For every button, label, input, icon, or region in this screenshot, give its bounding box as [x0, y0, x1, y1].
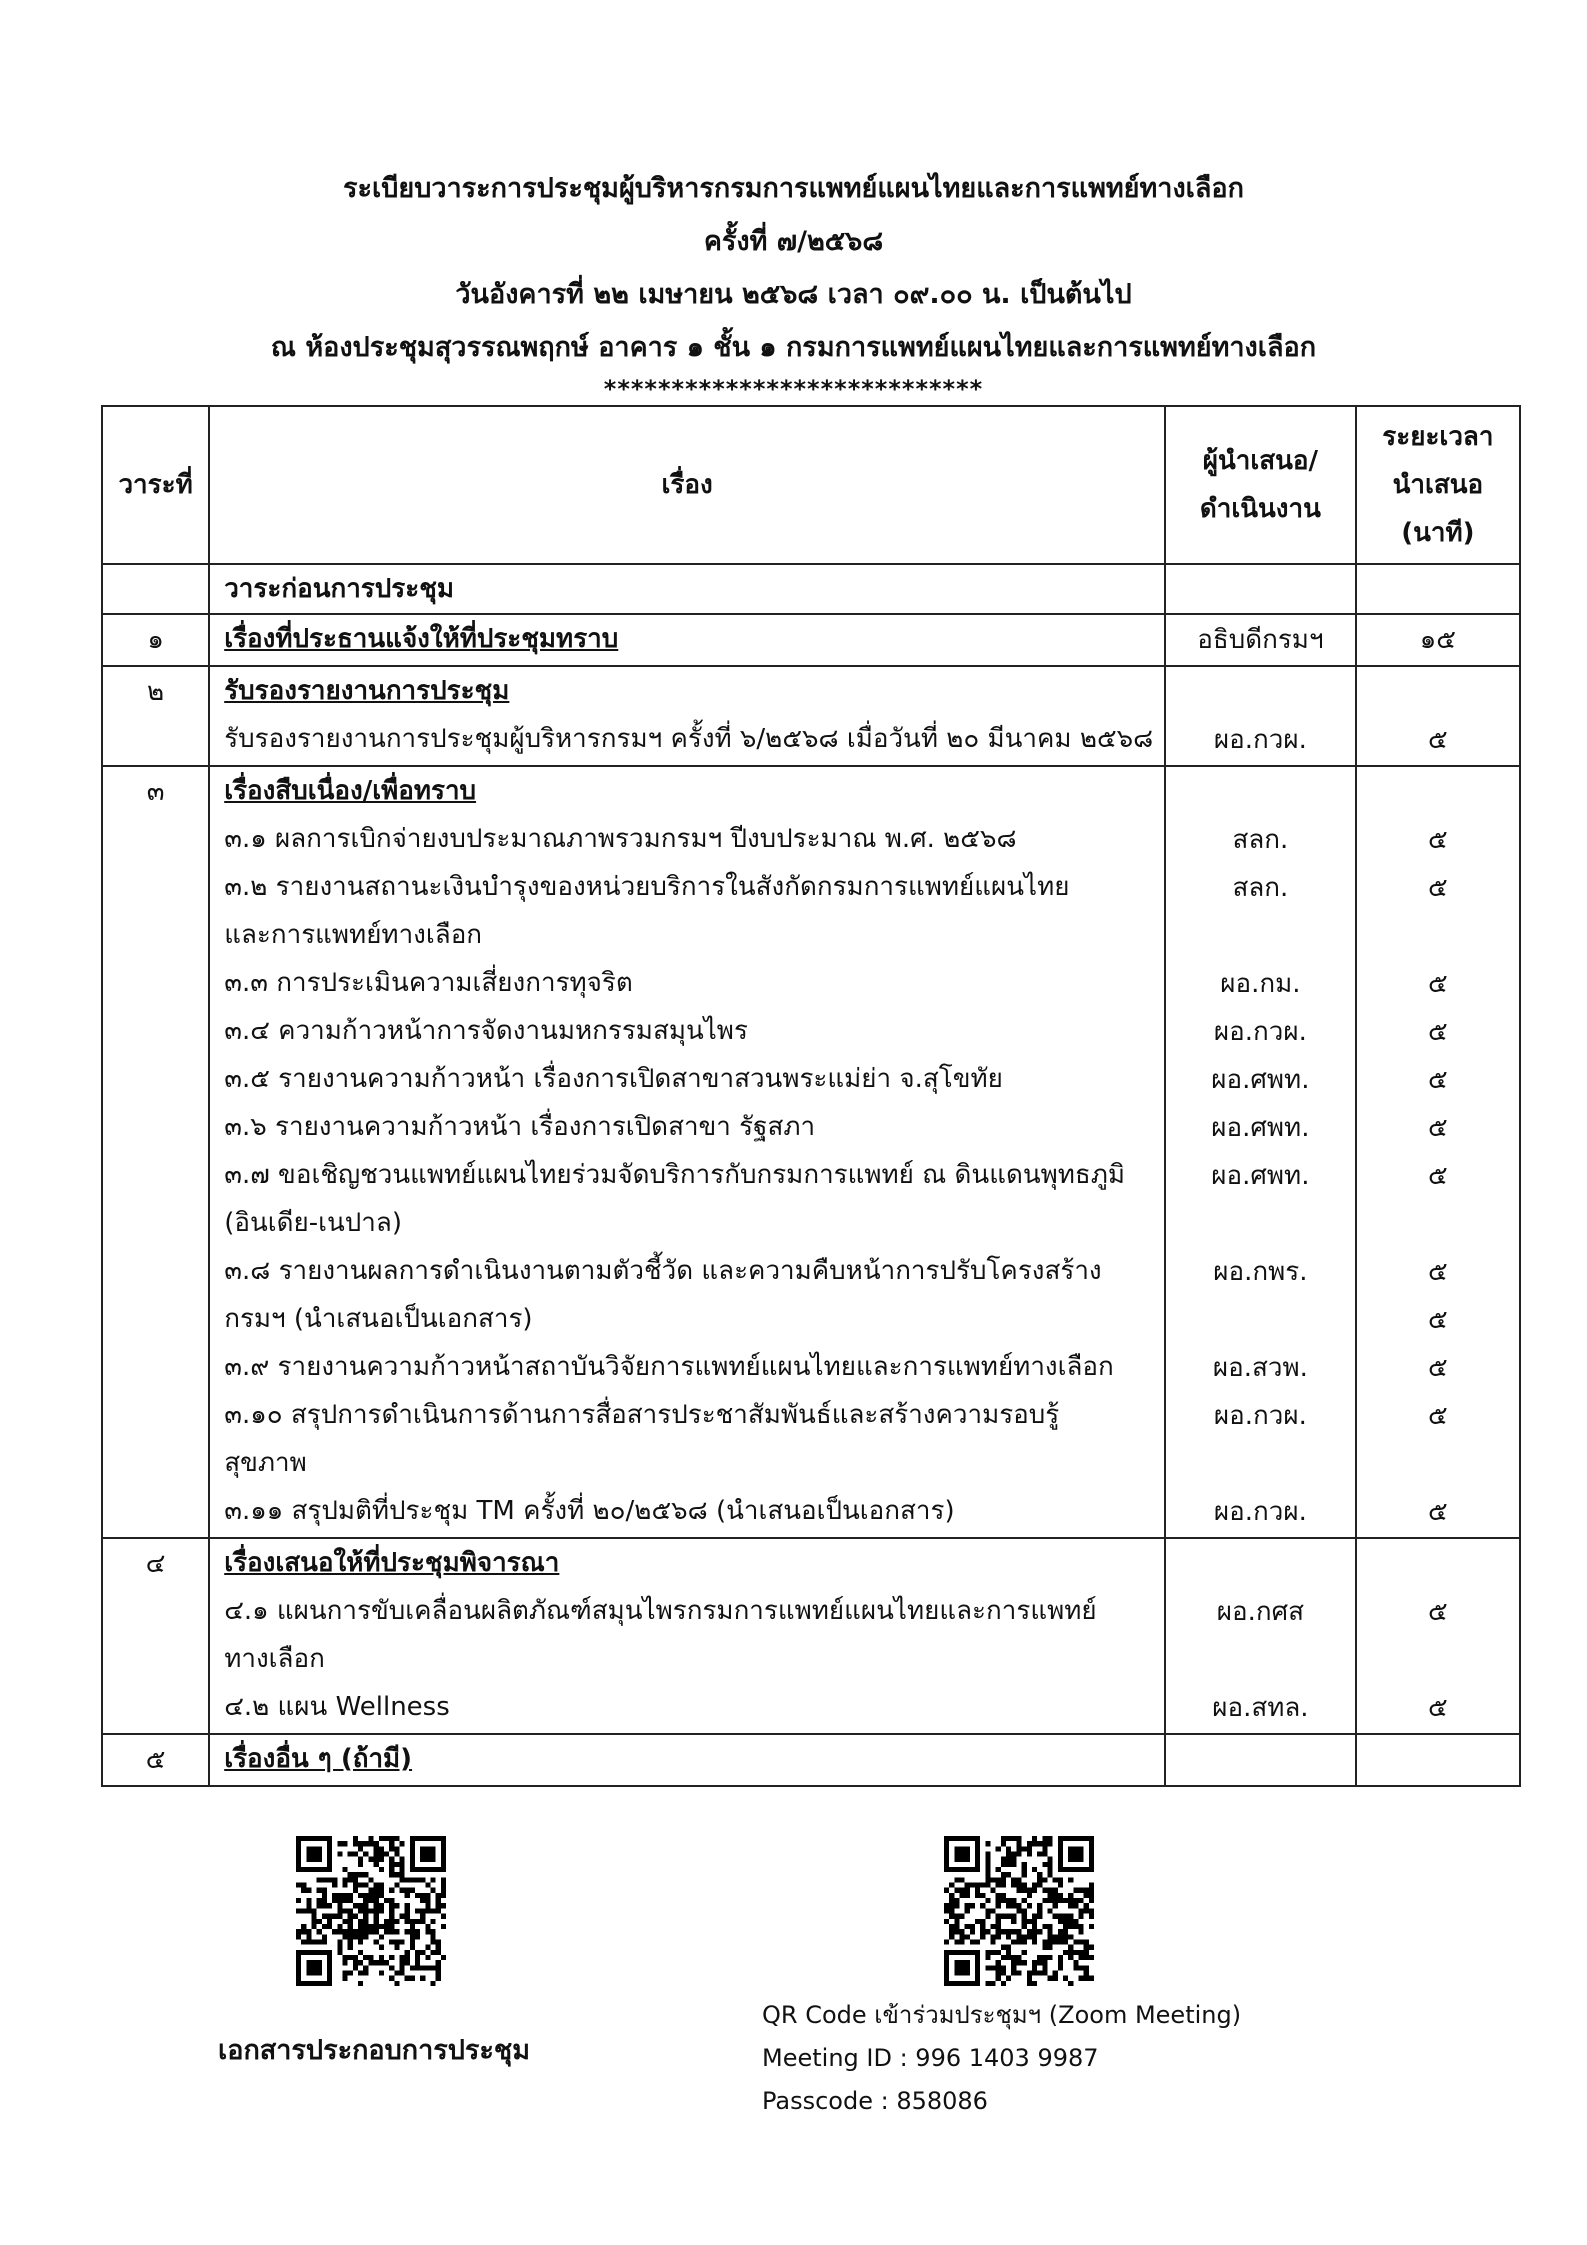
duration: ๕ — [1428, 1597, 1448, 1627]
duration: ๑๕ — [1419, 625, 1456, 655]
agenda-item-continued: ทางเลือก — [224, 1644, 325, 1674]
presenter: ผอ.กศส — [1216, 1597, 1304, 1627]
table-row — [102, 766, 1520, 1538]
agenda-number: ๓ — [146, 777, 165, 807]
agenda-number: ๑ — [147, 625, 164, 655]
header-presenter: ผู้นำเสนอ/ ดำเนินงาน — [1165, 406, 1356, 564]
meeting-session: ครั้งที่ ๗/๒๕๖๘ — [703, 226, 884, 257]
table-row — [102, 1734, 1520, 1786]
agenda-number: ๕ — [145, 1745, 166, 1775]
agenda-item: ๓.๔ ความก้าวหน้าการจัดงานมหกรรมสมุนไพร — [224, 1016, 748, 1046]
table-row — [102, 564, 1520, 614]
qr-code-documents[interactable] — [296, 1836, 446, 1986]
duration: ๕ — [1428, 1693, 1448, 1723]
agenda-item: ๓.๖ รายงานความก้าวหน้า เรื่องการเปิดสาขา รัฐสภา — [224, 1112, 816, 1142]
presenter: สลก. — [1232, 873, 1289, 903]
agenda-item: ๓.๘ รายงานผลการดำเนินงานตามตัวชี้วัด และความคืบหน้าการปรับโครงสร้าง — [224, 1256, 1102, 1286]
documents-caption: เอกสารประกอบการประชุม — [218, 2035, 531, 2066]
duration: ๕ — [1428, 1065, 1448, 1095]
agenda-title: เรื่องเสนอให้ที่ประชุมพิจารณา — [224, 1548, 560, 1578]
passcode: Passcode : 858086 — [762, 2087, 988, 2115]
duration: ๕ — [1428, 1257, 1448, 1287]
agenda-item: ๔.๑ แผนการขับเคลื่อนผลิตภัณฑ์สมุนไพรกรมการแพทย์แผนไทยและการแพทย์ — [224, 1596, 1097, 1626]
zoom-info — [762, 1994, 1241, 2123]
duration: ๕ — [1428, 1113, 1448, 1143]
presenter: ผอ.กวผ. — [1213, 1017, 1307, 1047]
duration: ๕ — [1428, 873, 1448, 903]
duration: ๕ — [1428, 1017, 1448, 1047]
presenter: ผอ.สทล. — [1212, 1693, 1309, 1723]
presenter: ผอ.ศพท. — [1211, 1065, 1310, 1095]
agenda-item: ๓.๗ ขอเชิญชวนแพทย์แผนไทยร่วมจัดบริการกับกรมการแพทย์ ณ ดินแดนพุทธภูมิ — [224, 1160, 1126, 1190]
agenda-item: ๓.๓ การประเมินความเสี่ยงการทุจริต — [224, 968, 633, 998]
duration: ๕ — [1428, 825, 1448, 855]
agenda-item: ๓.๒ รายงานสถานะเงินบำรุงของหน่วยบริการในสังกัดกรมการแพทย์แผนไทย — [224, 872, 1070, 902]
presenter: ผอ.ศพท. — [1211, 1113, 1310, 1143]
meeting-id: Meeting ID : 996 1403 9987 — [762, 2044, 1099, 2072]
agenda-item: รับรองรายงานการประชุมผู้บริหารกรมฯ ครั้งที่ ๖/๒๕๖๘ เมื่อวันที่ ๒๐ มีนาคม ๒๕๖๘ — [224, 724, 1154, 754]
meeting-date: วันอังคารที่ ๒๒ เมษายน ๒๕๖๘ เวลา ๐๙.๐๐ น. เป็นต้นไป — [455, 279, 1132, 310]
presenter: ผอ.กวผ. — [1213, 725, 1307, 755]
pre-agenda-title: วาระก่อนการประชุม — [224, 574, 454, 604]
document-title: ระเบียบวาระการประชุมผู้บริหารกรมการแพทย์แผนไทยและการแพทย์ทางเลือก — [343, 173, 1244, 204]
presenter: ผอ.สวพ. — [1212, 1353, 1308, 1383]
agenda-title: รับรองรายงานการประชุม — [224, 676, 510, 706]
table-row — [102, 1538, 1520, 1734]
presenter: ผอ.กวผ. — [1213, 1497, 1307, 1527]
agenda-item-continued: และการแพทย์ทางเลือก — [224, 920, 483, 950]
presenter: ผอ.ศพท. — [1211, 1161, 1310, 1191]
agenda-item: ๓.๑๐ สรุปการดำเนินการด้านการสื่อสารประชาสัมพันธ์และสร้างความรอบรู้ — [224, 1400, 1060, 1430]
duration: ๕ — [1428, 1161, 1448, 1191]
agenda-item-continued: สุขภาพ — [224, 1448, 307, 1478]
document-header — [100, 162, 1487, 404]
header-agenda-no: วาระที่ — [102, 406, 209, 564]
table-row — [102, 614, 1520, 666]
presenter: อธิบดีกรมฯ — [1197, 625, 1324, 655]
agenda-item: ๓.๕ รายงานความก้าวหน้า เรื่องการเปิดสาขาสวนพระแม่ย่า จ.สุโขทัย — [224, 1064, 1003, 1094]
duration: ๕ — [1428, 1353, 1448, 1383]
presenter: ผอ.กพร. — [1213, 1257, 1308, 1287]
presenter: ผอ.กวผ. — [1213, 1401, 1307, 1431]
duration: ๕ — [1428, 969, 1448, 999]
zoom-caption: QR Code เข้าร่วมประชุมฯ (Zoom Meeting) — [762, 2001, 1242, 2029]
duration: ๕ — [1428, 725, 1448, 755]
header-topic: เรื่อง — [209, 406, 1165, 564]
agenda-title: เรื่องที่ประธานแจ้งให้ที่ประชุมทราบ — [224, 624, 619, 654]
duration: ๕ — [1428, 1305, 1448, 1335]
agenda-item: ๓.๑๑ สรุปมติที่ประชุม TM ครั้งที่ ๒๐/๒๕๖๘ (นำเสนอเป็นเอกสาร) — [224, 1496, 955, 1526]
agenda-item-continued: (อินเดีย-เนปาล) — [224, 1208, 402, 1238]
agenda-table — [101, 405, 1521, 1787]
star-divider: **************************** — [603, 375, 984, 403]
agenda-item-continued: กรมฯ (นำเสนอเป็นเอกสาร) — [224, 1304, 533, 1334]
table-header-row — [102, 406, 1520, 564]
agenda-item: ๓.๙ รายงานความก้าวหน้าสถาบันวิจัยการแพทย์แผนไทยและการแพทย์ทางเลือก — [224, 1352, 1114, 1382]
agenda-number: ๔ — [145, 1549, 166, 1579]
agenda-item: ๓.๑ ผลการเบิกจ่ายงบประมาณภาพรวมกรมฯ ปีงบประมาณ พ.ศ. ๒๕๖๘ — [224, 824, 1017, 854]
presenter: สลก. — [1232, 825, 1289, 855]
agenda-item: ๔.๒ แผน Wellness — [224, 1692, 450, 1722]
qr-code-zoom[interactable] — [944, 1836, 1094, 1986]
table-row — [102, 666, 1520, 766]
duration: ๕ — [1428, 1401, 1448, 1431]
agenda-title: เรื่องสืบเนื่อง/เพื่อทราบ — [224, 776, 477, 806]
agenda-number: ๒ — [147, 677, 165, 707]
agenda-title: เรื่องอื่น ๆ (ถ้ามี) — [224, 1744, 413, 1774]
duration: ๕ — [1428, 1497, 1448, 1527]
header-duration: ระยะเวลา นำเสนอ (นาที) — [1356, 406, 1520, 564]
meeting-venue: ณ ห้องประชุมสุวรรณพฤกษ์ อาคาร ๑ ชั้น ๑ กรมการแพทย์แผนไทยและการแพทย์ทางเลือก — [270, 332, 1317, 363]
presenter: ผอ.กม. — [1220, 969, 1301, 999]
